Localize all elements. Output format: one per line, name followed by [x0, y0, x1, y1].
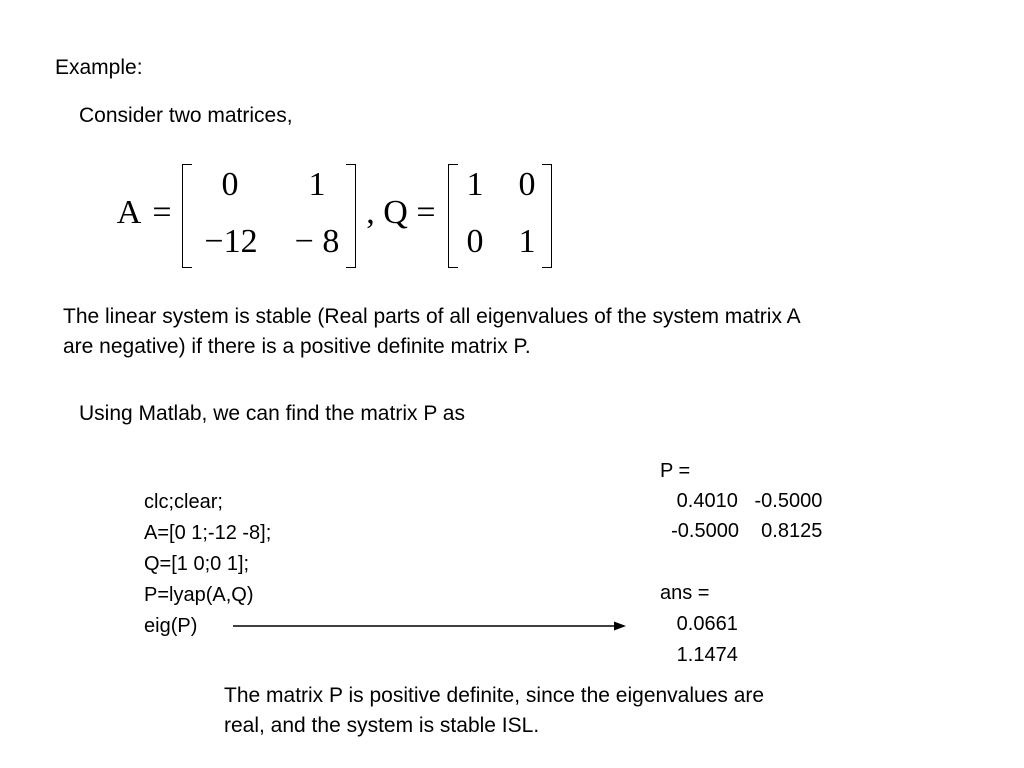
stability-line-1: The linear system is stable (Real parts of all eigenvalues of the system matrix A: [63, 305, 801, 328]
code-line: clc;clear;: [144, 491, 223, 513]
code-line: eig(P): [144, 615, 198, 637]
matrix-q-r2c2: 1: [518, 223, 536, 260]
matrix-q-r2c1: 0: [466, 223, 484, 260]
code-line: Q=[1 0;0 1];: [144, 553, 250, 575]
matrix-a-r2c1: −12: [204, 223, 258, 260]
matrix-a-r1c2: 1: [308, 166, 326, 203]
matrix-a-label: A: [116, 194, 142, 231]
matrix-a-r1c1: 0: [221, 166, 239, 203]
matrix-a-equals: =: [152, 194, 172, 231]
arrow-head-icon: [614, 622, 626, 631]
intro-text: Consider two matrices,: [79, 104, 293, 127]
code-line: A=[0 1;-12 -8];: [144, 522, 272, 544]
example-heading: Example:: [55, 56, 143, 79]
conclusion-line-2: real, and the system is stable ISL.: [224, 714, 540, 737]
output-ans-row-1: 0.0661: [660, 613, 738, 635]
output-p-row-2: -0.5000 0.8125: [660, 520, 823, 542]
output-ans-row-2: 1.1474: [660, 644, 738, 666]
matrix-q-equals: =: [416, 194, 436, 231]
matrix-a-r2c2: − 8: [294, 223, 340, 260]
matrix-separator: , Q: [366, 194, 408, 231]
code-line: P=lyap(A,Q): [144, 584, 254, 606]
output-p-row-1: 0.4010 -0.5000: [660, 490, 823, 512]
output-p-label: P =: [660, 460, 691, 482]
matrix-q-r1c2: 0: [518, 166, 536, 203]
output-ans-label: ans =: [660, 582, 710, 604]
matrix-q-r1c1: 1: [466, 166, 484, 203]
stability-line-2: are negative) if there is a positive definite matrix P.: [63, 335, 531, 358]
matlab-intro: Using Matlab, we can find the matrix P as: [79, 402, 465, 425]
conclusion-line-1: The matrix P is positive definite, since the eigenvalues are: [224, 684, 765, 707]
